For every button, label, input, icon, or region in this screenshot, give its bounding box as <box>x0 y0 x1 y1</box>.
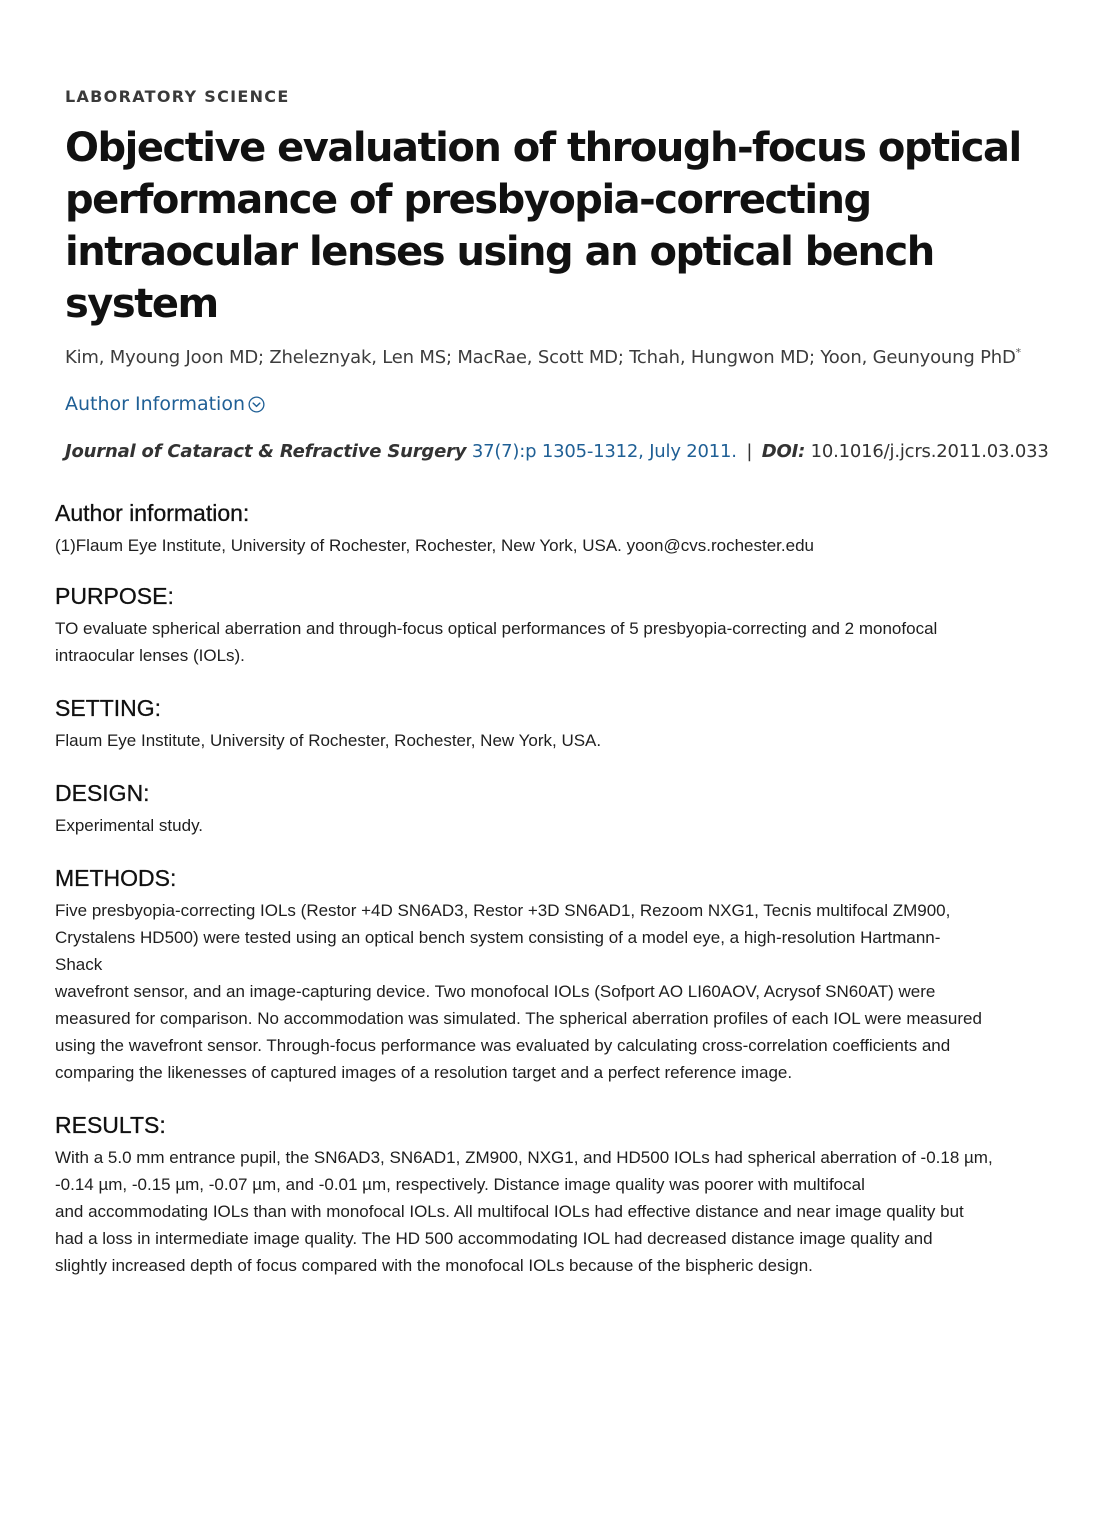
methods-line: wavefront sensor, and an image-capturing device. Two monofocal IOLs (Sofport AO LI60AOV, Acrysof SN60AT) were <box>55 982 936 1001</box>
methods-line: Crystalens HD500) were tested using an optical bench system consisting of a model eye, a high-resolution Hartmann- <box>55 928 941 947</box>
results-line: With a 5.0 mm entrance pupil, the SN6AD3, SN6AD1, ZM900, NXG1, and HD500 IOLs had spherical aberration of -0.18 µm, <box>55 1148 993 1167</box>
results-section <box>55 1110 1055 1279</box>
purpose-line: TO evaluate spherical aberration and through-focus optical performances of 5 presbyopia-correcting and 2 monofocal <box>55 619 938 638</box>
design-heading: DESIGN: <box>55 780 150 806</box>
authors-text: Kim, Myoung Joon MD; Zheleznyak, Len MS; MacRae, Scott MD; Tchah, Hungwon MD; Yoon, Geunyoung PhD <box>65 347 1016 368</box>
results-line: and accommodating IOLs than with monofocal IOLs. All multifocal IOLs had effective distance and near image quality but <box>55 1202 964 1221</box>
results-text <box>55 1144 1055 1279</box>
abstract-body <box>55 498 1055 1297</box>
citation-separator: | <box>746 441 753 462</box>
author-information-heading: Author information: <box>55 500 250 526</box>
author-information-text: (1)Flaum Eye Institute, University of Rochester, Rochester, New York, USA. yoon@cvs.rochester.edu <box>55 536 814 555</box>
section-tag: LABORATORY SCIENCE <box>65 87 290 106</box>
doi-label: DOI: <box>761 441 806 462</box>
citation-line <box>65 439 1065 465</box>
purpose-text <box>55 615 1055 669</box>
author-information-section <box>55 498 1055 559</box>
setting-heading: SETTING: <box>55 695 162 721</box>
author-marker: * <box>1015 346 1021 359</box>
author-information-label: Author Information <box>65 393 245 415</box>
methods-line: comparing the likenesses of captured images of a resolution target and a perfect reference image. <box>55 1063 793 1082</box>
author-list <box>65 340 1065 371</box>
journal-name: Journal of Cataract & Refractive Surgery <box>65 441 467 462</box>
methods-text <box>55 897 1055 1086</box>
design-text: Experimental study. <box>55 816 204 835</box>
methods-section <box>55 863 1055 1086</box>
issue-link[interactable]: 37(7):p 1305-1312, July 2011. <box>471 441 737 462</box>
results-line: had a loss in intermediate image quality. The HD 500 accommodating IOL had decreased distance image quality and <box>55 1229 933 1248</box>
results-heading: RESULTS: <box>55 1112 166 1138</box>
methods-line: using the wavefront sensor. Through-focus performance was evaluated by calculating cross-correlation coefficients and <box>55 1036 951 1055</box>
setting-text: Flaum Eye Institute, University of Rochester, Rochester, New York, USA. <box>55 731 602 750</box>
chevron-circle-down-icon <box>248 396 265 413</box>
purpose-heading: PURPOSE: <box>55 583 174 609</box>
results-line: -0.14 µm, -0.15 µm, -0.07 µm, and -0.01 µm, respectively. Distance image quality was poorer with multifocal <box>55 1175 865 1194</box>
article-header <box>65 86 1065 465</box>
article-title: Objective evaluation of through-focus optical performance of presbyopia-correcting intraocular lenses using an optical bench system <box>65 125 1021 327</box>
methods-line: measured for comparison. No accommodation was simulated. The spherical aberration profiles of each IOL were measured <box>55 1009 982 1028</box>
setting-section <box>55 693 1055 754</box>
doi-value: 10.1016/j.jcrs.2011.03.033 <box>810 441 1049 462</box>
methods-heading: METHODS: <box>55 865 177 891</box>
author-information-toggle[interactable] <box>65 391 265 417</box>
purpose-section <box>55 581 1055 669</box>
purpose-line: intraocular lenses (IOLs). <box>55 646 245 665</box>
methods-line: Shack <box>55 955 103 974</box>
results-line: slightly increased depth of focus compared with the monofocal IOLs because of the bispheric design. <box>55 1256 813 1275</box>
design-section <box>55 778 1055 839</box>
methods-line: Five presbyopia-correcting IOLs (Restor +4D SN6AD3, Restor +3D SN6AD1, Rezoom NXG1, Tecnis multifocal ZM900, <box>55 901 951 920</box>
